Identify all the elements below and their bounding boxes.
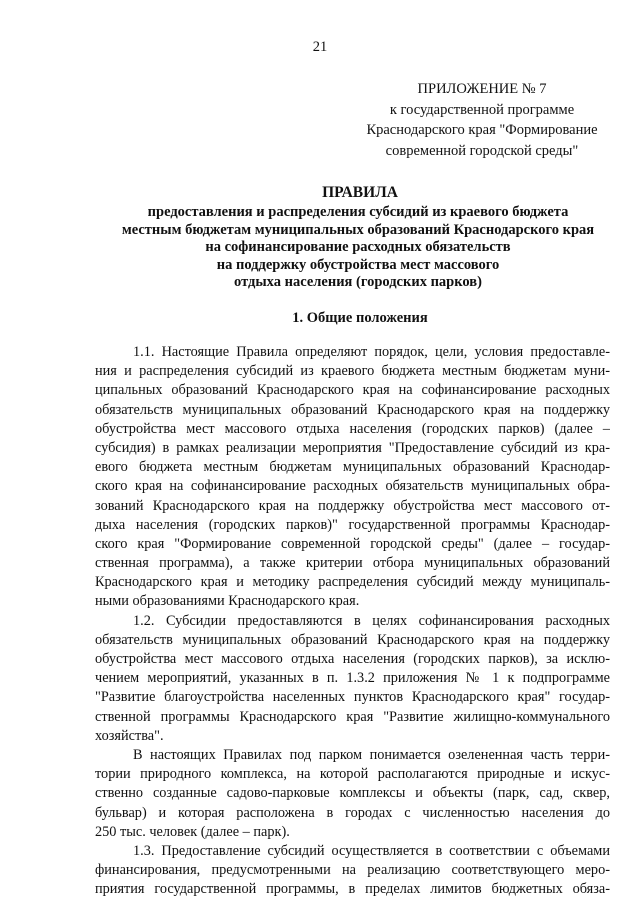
paragraph <box>95 746 610 842</box>
paragraph-line: 1.3. Предоставление субсидий осуществляется в соответствии с объемами <box>133 842 610 859</box>
body-text <box>95 343 610 899</box>
subtitle-line: местным бюджетам муниципальных образований Краснодарского края <box>121 221 595 238</box>
paragraph-line: тории природного комплекса, на которой располагаются природные и искус- <box>95 766 610 783</box>
paragraph-line: В настоящих Правилах под парком понимается озелененная часть терри- <box>133 746 610 763</box>
paragraph-line: 1.1. Настоящие Правила определяют порядок, цели, условия предоставле- <box>133 344 610 360</box>
paragraph-line: ского края на софинансирование расходных обязательств муниципальных обра- <box>95 478 610 495</box>
appendix-block <box>342 79 622 161</box>
appendix-line: Краснодарского края "Формирование <box>366 122 598 138</box>
paragraph <box>95 842 610 900</box>
subtitle-line: отдыха населения (городских парков) <box>234 274 482 291</box>
paragraph-line: обязательств муниципальных образований Краснодарского края на поддержку <box>95 401 610 418</box>
subtitle-line: предоставления и распределения субсидий из краевого бюджета <box>147 204 569 220</box>
paragraph-line: "Развитие благоустройства населенных пунктов Краснодарского края" государ- <box>95 689 610 706</box>
paragraph-line: обязательств муниципальных образований Краснодарского края на поддержку <box>95 631 610 648</box>
paragraph-line: ского края "Формирование современной городской среды" (далее – государ- <box>95 535 610 552</box>
paragraph-line: субсидия) в рамках реализации мероприятия "Предоставление субсидий из кра- <box>95 439 610 456</box>
paragraph <box>95 612 610 746</box>
paragraph-line: ственно созданные садово-парковые комплексы и объекты (парк, сад, сквер, <box>95 785 610 802</box>
paragraph-line: обустройства мест массового отдыха населения (городских парков) (далее – <box>95 420 610 437</box>
paragraph-line: Краснодарского края и методику распределения субсидий между муниципаль- <box>95 574 610 591</box>
appendix-line: ПРИЛОЖЕНИЕ № 7 <box>417 81 547 97</box>
appendix-line: к государственной программе <box>389 101 575 118</box>
paragraph-line: евого бюджета местным бюджетам муниципальных образований Краснодар- <box>95 459 610 476</box>
page-number: 21 <box>312 39 328 55</box>
subtitle-line: на поддержку обустройства мест массового <box>216 256 500 273</box>
paragraph-line: хозяйства". <box>95 727 164 744</box>
appendix-line: современной городской среды" <box>385 142 579 159</box>
paragraph-line: чением мероприятий, указанных в п. 1.3.2 приложения № 1 к подпрограмме <box>95 670 610 687</box>
section-heading: 1. Общие положения <box>292 310 428 326</box>
paragraph-line: финансирования, предусмотренными на реализацию соответствующего меро- <box>95 862 610 879</box>
paragraph-line: ными образованиями Краснодарского края. <box>95 593 360 610</box>
paragraph-line: зований Краснодарского края на поддержку обустройства мест массового от- <box>95 497 610 514</box>
paragraph-line: обустройства мест массового отдыха населения (городских парков), за исклю- <box>95 651 610 667</box>
paragraph-line: приятия государственной программы, в пределах лимитов бюджетных обяза- <box>95 881 610 898</box>
paragraph-line: бульвар) и которая расположена в городах с численностью населения до <box>95 804 610 821</box>
paragraph-line: ципальных образований Краснодарского края на софинансирование расходных <box>95 382 610 399</box>
paragraph <box>95 343 610 612</box>
paragraph-line: ственная программа), а также критерии отбора муниципальных образований <box>95 555 610 572</box>
paragraph-line: дыха населения (городских парков)" государственной программы Краснодар- <box>95 516 610 533</box>
paragraph-line: ния и распределения субсидий из краевого бюджета местным бюджетам муни- <box>95 363 610 380</box>
paragraph-line: 1.2. Субсидии предоставляются в целях софинансирования расходных <box>133 612 610 629</box>
subtitle-line: на софинансирование расходных обязательств <box>205 239 511 256</box>
paragraph-line: ственной программы Краснодарского края "Развитие жилищно-коммунального <box>95 708 610 725</box>
rules-title: ПРАВИЛА <box>322 184 398 201</box>
paragraph-line: 250 тыс. человек (далее – парк). <box>95 823 290 840</box>
rules-subtitle <box>0 204 640 292</box>
